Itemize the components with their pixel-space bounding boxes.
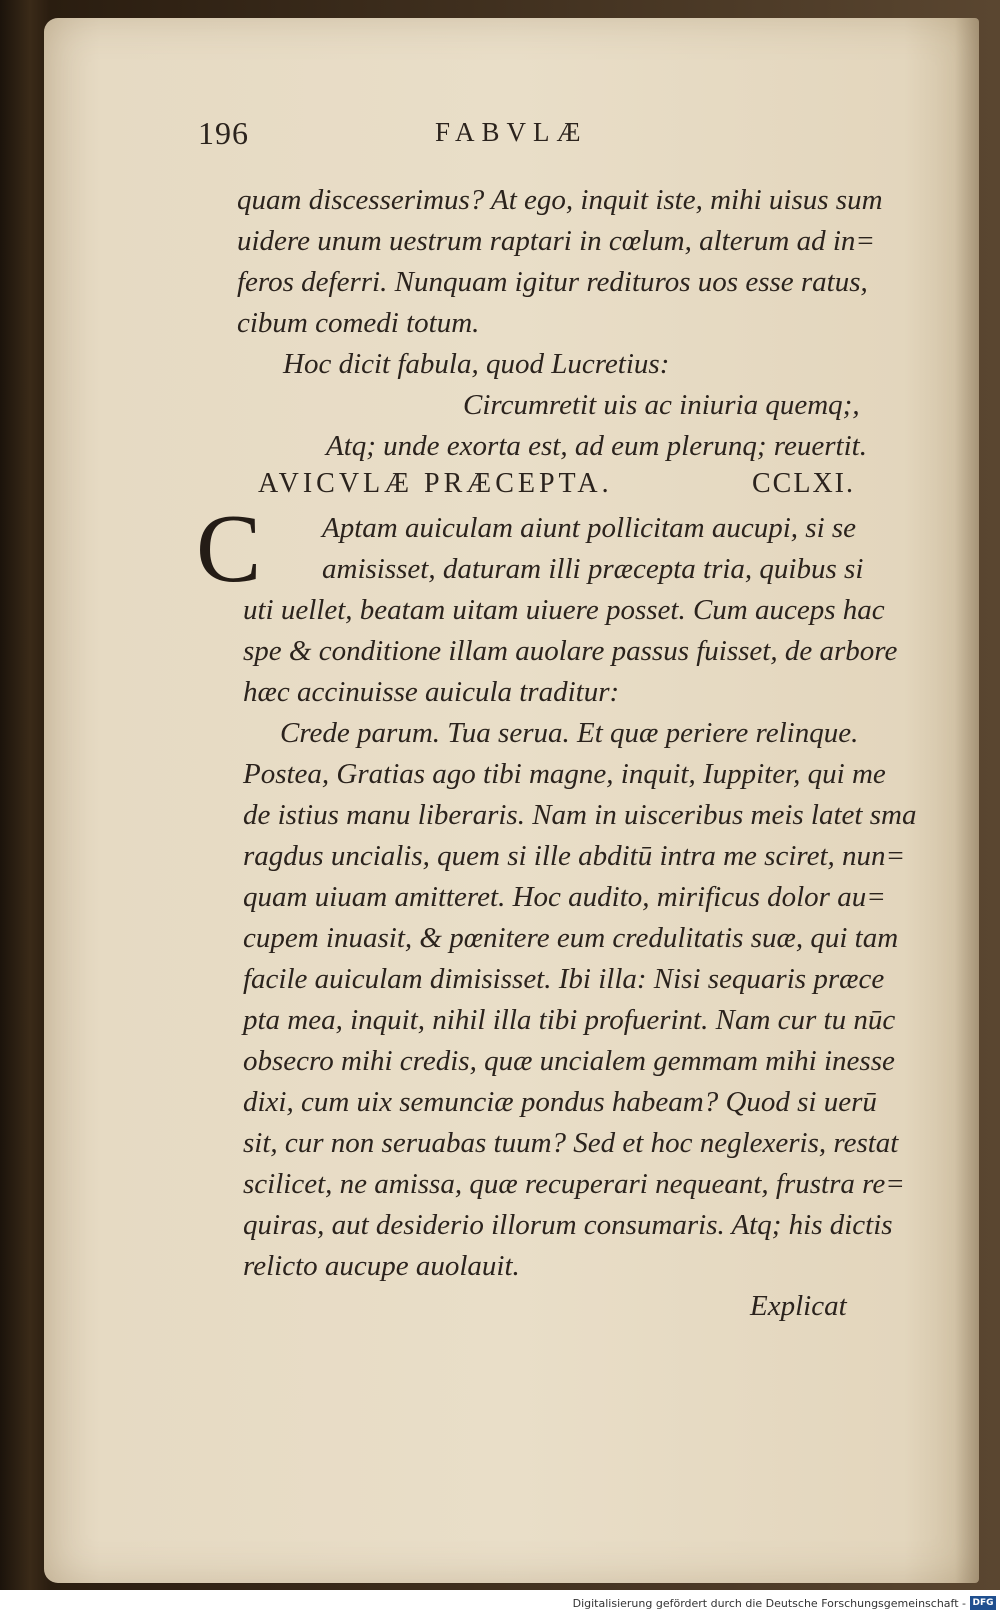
page-number: 196 <box>198 115 249 151</box>
fable-line: sit, cur non seruabas tuum? Sed et hoc neglexeris, restat <box>243 1127 899 1159</box>
fable-title: AVICVLÆ PRÆCEPTA. <box>258 468 613 499</box>
fable-line: spe & conditione illam auolare passus fuisset, de arbore <box>243 635 898 667</box>
fable-line: dixi, cum uix semunciæ pondus habeam? Quod si uerū <box>243 1086 877 1118</box>
fable-number: CCLXI. <box>752 468 855 499</box>
fable-line: quam uiuam amitteret. Hoc audito, mirificus dolor au= <box>243 881 886 913</box>
moral-intro: Hoc dicit fabula, quod Lucretius: <box>283 348 670 380</box>
verse-line: Circumretit uis ac iniuria quemq;, <box>463 389 860 421</box>
fable-line: pta mea, inquit, nihil illa tibi profuerint. Nam cur tu nūc <box>243 1004 896 1036</box>
drop-capital: C <box>196 495 262 603</box>
catchword: Explicat <box>750 1290 847 1322</box>
dfg-logo-icon: DFG <box>970 1596 996 1610</box>
footer-credit: Digitalisierung gefördert durch die Deutsche Forschungsgemeinschaft - <box>572 1597 966 1610</box>
fable-line: quiras, aut desiderio illorum consumaris. Atq; his dictis <box>243 1209 893 1241</box>
fable-line: ragdus uncialis, quem si ille abditū intra me sciret, nun= <box>243 840 906 872</box>
fable-line: relicto aucupe auolauit. <box>243 1250 520 1282</box>
body-line: uidere unum uestrum raptari in cœlum, alterum ad in= <box>237 225 875 257</box>
fable-line: facile auiculam dimisisset. Ibi illa: Nisi sequaris præce <box>243 963 885 995</box>
running-title: FABVLÆ <box>435 117 588 147</box>
fable-line: scilicet, ne amissa, quæ recuperari nequeant, frustra re= <box>243 1168 905 1200</box>
fable-line: uti uellet, beatam uitam uiuere posset. Cum auceps hac <box>243 594 885 626</box>
fable-line: Postea, Gratias ago tibi magne, inquit, Iuppiter, qui me <box>243 758 886 790</box>
fable-line: obsecro mihi credis, quæ uncialem gemmam mihi inesse <box>243 1045 895 1077</box>
body-line: cibum comedi totum. <box>237 307 480 339</box>
precepts-line: Crede parum. Tua serua. Et quæ periere relinque. <box>280 717 859 749</box>
fable-line: Aptam auiculam aiunt pollicitam aucupi, si se <box>322 512 857 544</box>
fable-line: de istius manu liberaris. Nam in uisceribus meis latet sma <box>243 799 917 831</box>
verse-line: Atq; unde exorta est, ad eum plerunq; reuertit. <box>326 430 867 462</box>
body-line: quam discesserimus? At ego, inquit iste, mihi uisus sum <box>237 184 883 216</box>
fable-line: cupem inuasit, & pœnitere eum credulitatis suæ, qui tam <box>243 922 899 954</box>
body-line: feros deferri. Nunquam igitur redituros uos esse ratus, <box>237 266 868 298</box>
fable-line: hæc accinuisse auicula traditur: <box>243 676 620 708</box>
fable-line: amisisset, daturam illi præcepta tria, quibus si <box>322 553 864 585</box>
